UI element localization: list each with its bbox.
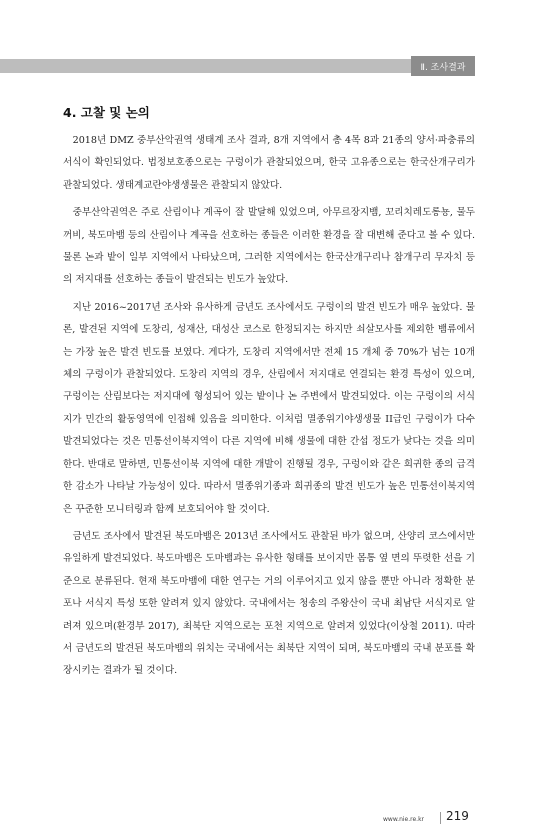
paragraph: 금년도 조사에서 발견된 북도마뱀은 2013년 조사에서도 관찰된 바가 없으며, 산양리 코스에서만 유일하게 발견되었다. 북도마뱀은 도마뱀과는 유사한 형태를 보이지만 몸통 옆 면의 뚜렷한 선을 기준으로 분류된다. 현재 북도마뱀에 대한 연구는 거의 이루어지고 있지 않을 뿐만 아니라 정확한 분포나 서식지 특성 또한 알려져 있지 않았다. 국내에서는 청송의 주왕산이 국내 최남단 서식지로 알려져 있으며(환경부 2017), 최북단 지역으로는 포천 지역으로 알려져 있었다(이상철 2011). 따라서 금년도의 발견된 북도마뱀의 위치는 국내에서는 최북단 지역이 되며, 북도마뱀의 국내 분포를 확장시키는 결과가 될 것이다. (63, 530, 475, 677)
page-number: 219 (446, 809, 469, 823)
footer-url: www.nie.re.kr (383, 816, 425, 823)
paragraph: 2018년 DMZ 중부산악권역 생태계 조사 결과, 8개 지역에서 총 4목 8과 21종의 양서·파충류의 서식이 확인되었다. 법정보호종으로는 구렁이가 관찰되었으며, 한국 고유종으로는 한국산개구리가 관찰되었다. 생태계교란야생생물은 관찰되지 않았다. (63, 135, 475, 191)
footer-divider (440, 812, 441, 824)
body-text (63, 130, 475, 688)
paragraph: 지난 2016~2017년 조사와 유사하게 금년도 조사에서도 구렁이의 발견 빈도가 매우 높았다. 물론, 발견된 지역에 도창리, 성재산, 대성산 코스로 한정되지는 하지만 쇠살모사를 제외한 뱀류에서는 가장 높은 발견 빈도를 보였다. 게다가, 도창리 지역에서만 전체 15 개체 중 70%가 넘는 10개체의 구렁이가 관찰되었다. 도창리 지역의 경우, 산림에서 저지대로 연결되는 환경 특성이 있으며, 구렁이는 산림보다는 저지대에 형성되어 있는 밭이나 논 주변에서 발견되었다. 이는 구렁이의 서식지가 민간의 활동영역에 인접해 있음을 의미한다. 이처럼 멸종위기야생생물 II급인 구렁이가 다수 발견되었다는 것은 민통선이북지역이 다른 지역에 비해 생물에 대한 간섭 정도가 낮다는 것을 의미한다. 반대로 말하면, 민통선이북 지역에 대한 개발이 진행될 경우, 구렁이와 같은 희귀한 종의 급격한 감소가 나타날 가능성이 있다. 따라서 멸종위기종과 희귀종의 발견 빈도가 높은 민통선이북지역은 꾸준한 모니터링과 함께 보호되어야 할 것이다. (63, 301, 475, 515)
section-label: Ⅱ. 조사결과 (411, 56, 475, 76)
header-bar (0, 59, 470, 73)
section-heading: 4. 고찰 및 논의 (63, 105, 150, 120)
paragraph: 중부산악권역은 주로 산림이나 계곡이 잘 발달해 있었으며, 아무르장지뱀, 꼬리치레도롱뇽, 물두꺼비, 북도마뱀 등의 산림이나 계곡을 선호하는 종들은 이러한 환경을 잘 대변해 준다고 볼 수 있다. 물론 논과 밭이 일부 지역에서 나타났으며, 그러한 지역에서는 한국산개구리나 참개구리 무자치 등의 저지대를 선호하는 종들이 발견되는 빈도가 높았다. (63, 207, 475, 286)
